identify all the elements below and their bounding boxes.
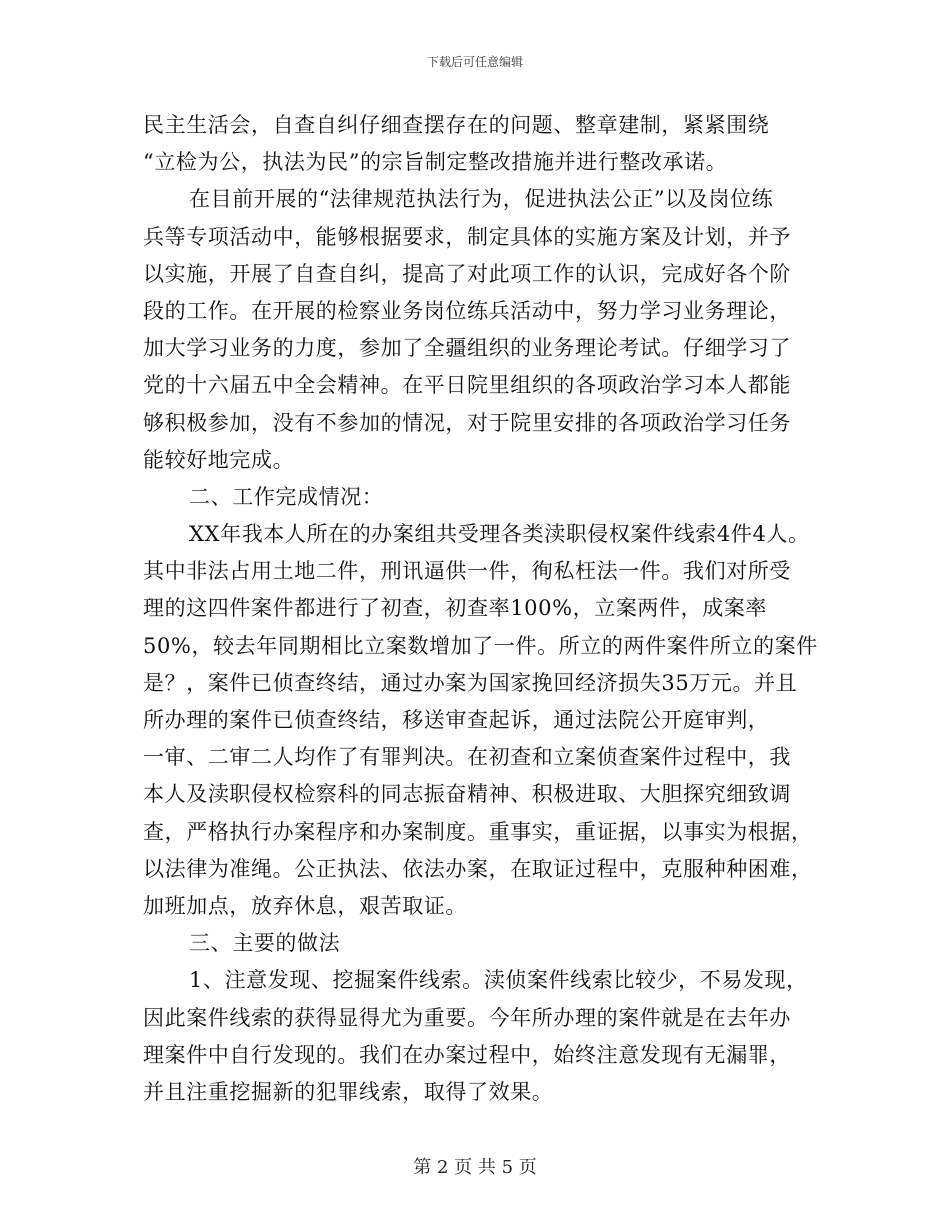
text-line: 理的这四件案件都进行了初查，初查率100%，立案两件，成案率 [143, 596, 768, 621]
text-line: 兵等专项活动中，能够根据要求，制定具体的实施方案及计划，并予 [143, 224, 791, 249]
text-line: 所办理的案件已侦查终结，移送审查起诉，通过法院公开庭审判， [143, 708, 770, 732]
text-line: “立检为公，执法为民”的宗旨制定整改措施并进行整改承诺。 [143, 150, 728, 175]
text-line: 其中非法占用土地二件，刑讯逼供一件，徇私枉法一件。我们对所受 [143, 559, 791, 584]
text-line: 在目前开展的“法律规范执法行为，促进执法公正”以及岗位练 [189, 187, 774, 212]
text-line: 因此案件线索的获得显得尤为重要。今年所办理的案件就是在去年办 [143, 1005, 791, 1030]
text-line: 党的十六届五中全会精神。在平日院里组织的各项政治学习本人都能 [143, 373, 791, 398]
text-line: 是？，案件已侦查终结，通过办案为国家挽回经济损失35万元。并且 [143, 670, 798, 695]
text-line: XX年我本人所在的办案组共受理各类渎职侵权案件线索4件4人。 [189, 522, 810, 547]
text-line: 1、注意发现、挖掘案件线索。渎侦案件线索比较少，不易发现， [189, 968, 808, 993]
document-body [143, 107, 818, 1111]
text-line: 查，严格执行办案程序和办案制度。重事实，重证据，以事实为根据， [143, 819, 813, 844]
text-line: 以法律为准绳。公正执法、依法办案，在取证过程中，克服种种困难， [143, 856, 813, 881]
text-line: 能较好地完成。 [143, 447, 295, 472]
text-line: 段的工作。在开展的检察业务岗位练兵活动中，努力学习业务理论， [143, 298, 791, 323]
text-line: 二、工作完成情况： [189, 484, 384, 509]
text-line: 民主生活会，自查自纠仔细查摆存在的问题、整章建制，紧紧围绕 [143, 113, 770, 137]
text-line: 理案件中自行发现的。我们在办案过程中，始终注意发现有无漏罪， [143, 1042, 791, 1067]
page-number: 第 2 页 共 5 页 [413, 1157, 537, 1178]
text-line: 够积极参加，没有不参加的情况，对于院里安排的各项政治学习任务 [143, 410, 791, 435]
page-header: 下载后可任意编辑 [426, 55, 523, 69]
text-line: 三、主要的做法 [189, 931, 341, 956]
text-line: 50%，较去年同期相比立案数增加了一件。所立的两件案件所立的案件 [143, 633, 818, 658]
text-line: 一审、二审二人均作了有罪判决。在初查和立案侦查案件过程中，我 [143, 745, 791, 770]
text-line: 加班加点，放弃休息，艰苦取证。 [143, 893, 467, 918]
text-line: 以实施，开展了自查自纠，提高了对此项工作的认识，完成好各个阶 [143, 261, 791, 286]
text-line: 并且注重挖掘新的犯罪线索，取得了效果。 [143, 1079, 554, 1104]
text-line: 加大学习业务的力度，参加了全疆组织的业务理论考试。仔细学习了 [143, 336, 791, 361]
text-line: 本人及渎职侵权检察科的同志振奋精神、积极进取、大胆探究细致调 [143, 782, 791, 807]
